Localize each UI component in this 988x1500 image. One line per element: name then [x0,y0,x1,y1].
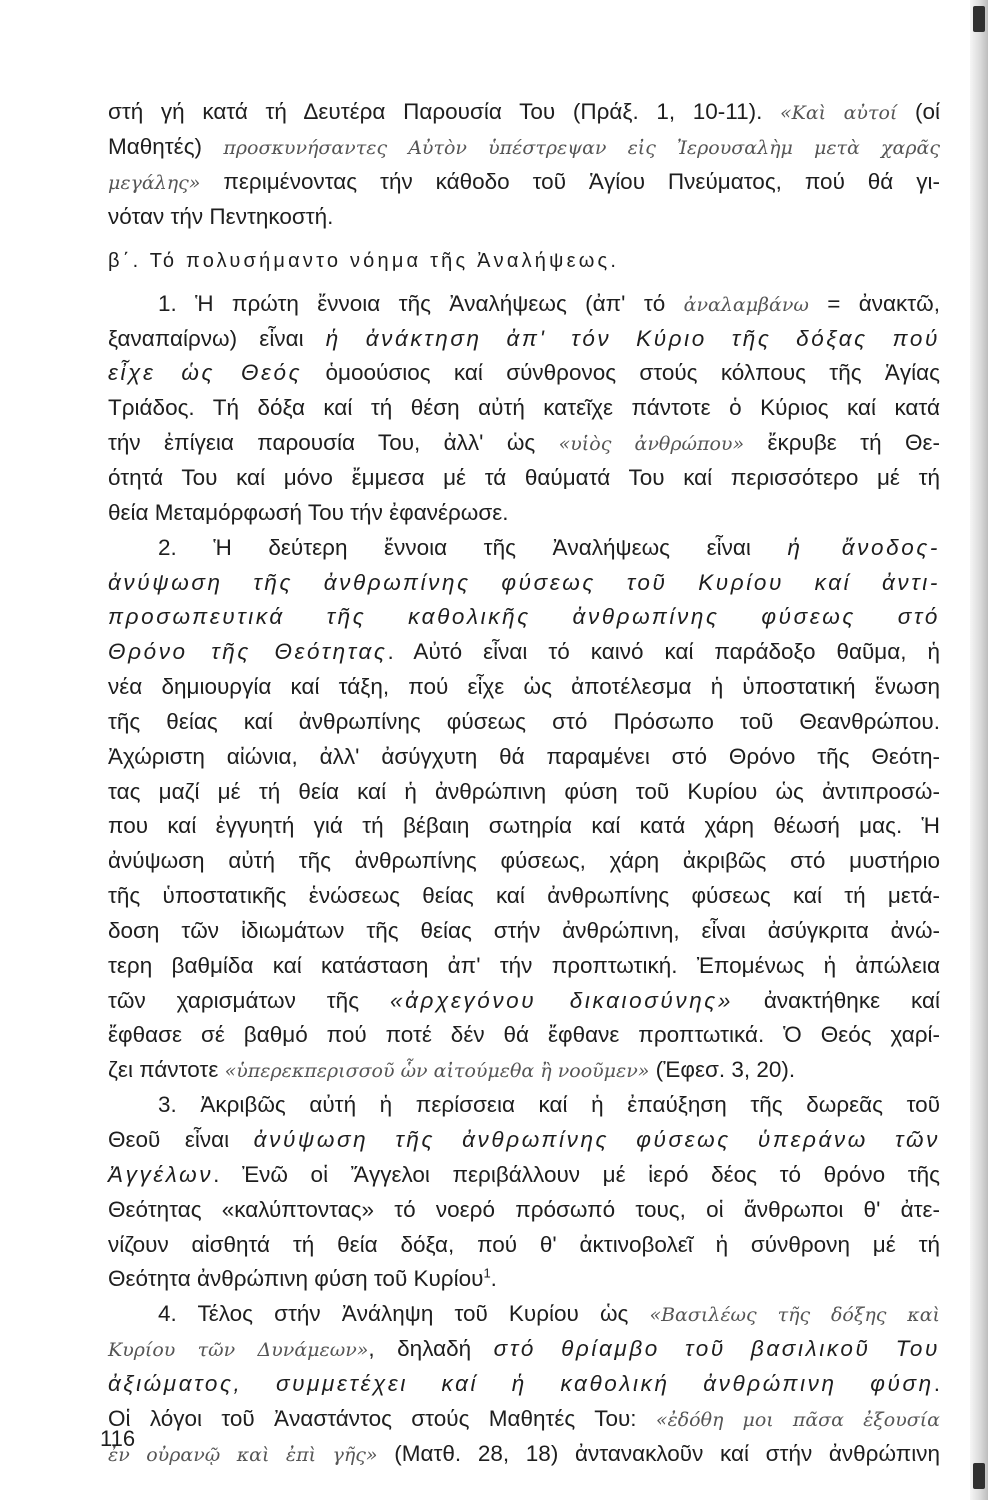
text-line [108,1264,940,1294]
text-line [108,463,940,493]
text-segment: (οί [897,99,941,124]
text-line [108,1369,940,1399]
text-segment: (Ματθ. 28, 18) ἀντανακλοῦν καί στήν ἀνθρώπινη [377,1441,940,1466]
section-heading [108,246,940,276]
text-segment: νίζουν αἰσθητά τή θεία δόξα, πού θ' ἀκτινοβολεῖ ἡ σύνθρονη μέ τή [108,1232,940,1257]
text-segment: δοση τῶν ἰδιωμάτων τῆς θείας στήν ἀνθρώπινη, εἶναι ἀσύγκριτα ἀνώ- [108,918,940,943]
text-line [108,742,940,772]
text-segment: 2. Ἡ δεύτερη ἔννοια τῆς Ἀναλήψεως εἶναι [158,535,788,560]
text-line [108,358,940,388]
text-line [158,1090,940,1120]
text-segment: που καί ἐγγυητή γιά τή βέβαιη σωτηρία καί κατά χάρη θέωσή μας. Ἡ [108,813,940,838]
text-segment: ἀνακτήθηκε καί [732,988,940,1013]
text-segment: . [490,1266,497,1291]
text-segment: τῆς θείας καί ἀνθρωπίνης φύσεως στό Πρόσωπο τοῦ Θεανθρώπου. [108,709,940,734]
text-line [108,846,940,876]
text-segment: . Ἐνῶ οἱ Ἄγγελοι περιβάλλουν μέ ἱερό δέος τό θρόνο τῆς [213,1162,940,1187]
text-segment: νέα δημιουργία καί τάξη, πού εἶχε ὡς ἀποτέλεσμα ἡ ὑποστατική ἕνωση [108,674,940,699]
text-line [108,97,940,127]
text-segment: «υἱὸς ἀνθρώπου» [558,433,745,455]
text-line [108,707,940,737]
text-line [108,881,940,911]
text-segment: (Ἐφεσ. 3, 20). [649,1057,796,1082]
text-line [108,1020,940,1050]
text-line [108,1404,940,1434]
text-line [108,132,940,162]
text-segment: Θρόνο τῆς Θεότητας [108,639,388,664]
text-line [108,1230,940,1260]
text-segment: θεία Μεταμόρφωσή Του τήν ἐφανέρωσε. [108,500,509,525]
text-segment: ἀνύψωση τῆς ἀνθρωπίνης φύσεως τοῦ Κυρίου καί ἀντι- [108,570,940,595]
text-segment: ἀξιώματος, συμμετέχει καί ἡ καθολική ἀνθρώπινη φύση [108,1371,934,1396]
text-segment: Οἱ λόγοι τοῦ Ἀναστάντος στούς Μαθητές Του: [108,1406,656,1431]
text-segment: ὁμοούσιος καί σύνθρονος στούς κόλπους τῆς Ἁγίας [302,360,940,385]
text-segment: στή γή κατά τή Δευτέρα Παρουσία Του (Πράξ. 1, 10-11). [108,99,781,124]
text-segment: «Βασιλέως τῆς δόξης καὶ [649,1304,940,1326]
text-line [158,533,940,563]
text-line [108,167,940,197]
text-segment: Θεότητας «καλύπτοντας» τό νοερό πρόσωπό τους, οἱ ἄνθρωποι θ' ἀτε- [108,1197,940,1222]
text-line [108,1334,940,1364]
text-segment: «ἐδόθη μοι πᾶσα ἐξουσία [655,1409,940,1431]
text-segment: 3. Ἀκριβῶς αὐτή ἡ περίσσεια καί ἡ ἐπαύξηση τῆς δωρεᾶς τοῦ [158,1092,940,1117]
text-line [108,1125,940,1155]
text-line [108,428,940,458]
text-segment: ἡ ἀνάκτηση ἀπ' τόν Κύριο τῆς δόξας πού [325,326,940,351]
text-line [158,289,940,319]
text-segment: . [933,1371,940,1396]
text-line [108,393,940,423]
text-line [108,986,940,1016]
text-segment: Ἀχώριστη αἰώνια, ἀλλ' ἀσύγχυτη θά παραμένει στό Θρόνο τῆς Θεότη- [108,744,940,769]
text-segment: ἀνύψωση τῆς ἀνθρωπίνης φύσεως ὑπεράνω τῶν [253,1127,940,1152]
text-line [108,916,940,946]
text-segment: Ἀγγέλων [108,1162,214,1187]
text-line [108,1195,940,1225]
text-segment: νόταν τήν Πεντηκοστή. [108,204,334,229]
text-segment: Θεοῦ εἶναι [108,1127,254,1152]
text-line [158,1299,940,1329]
text-line [108,951,940,981]
text-segment: Μαθητές) [108,134,224,159]
text-segment: ότητά Του καί μόνο ἔμμεσα μέ τά θαύματά Του καί περισσότερο μέ τή [108,465,940,490]
text-line [108,202,940,232]
text-segment: β΄. Τό πολυσήμαντο νόημα τῆς Ἀναλήψεως. [108,250,620,272]
text-segment: 1 [483,1265,491,1281]
text-segment: προσκυνήσαντες Αὐτὸν ὑπέστρεψαν εἰς Ἰερουσαλὴμ μετὰ χαρᾶς [223,137,940,159]
text-segment: 1. Ἡ πρώτη ἔννοια τῆς Ἀναλήψεως (ἀπ' τό [158,291,684,316]
text-segment: τῶν χαρισμάτων τῆς [108,988,390,1013]
text-segment: ἀναλαμβάνω [683,294,809,316]
text-segment: τήν ἐπίγεια παρουσία Του, ἀλλ' ὡς [108,430,559,455]
text-line [108,324,940,354]
text-segment: , δηλαδή [368,1336,494,1361]
text-segment: προσωπευτικά τῆς καθολικῆς ἀνθρωπίνης φύσεως στό [108,604,940,629]
text-segment: εἶχε ὡς Θεός [108,360,303,385]
text-segment: Θεότητα ἀνθρώπινη φύση τοῦ Κυρίου [108,1266,484,1291]
text-segment: περιμένοντας τήν κάθοδο τοῦ Ἁγίου Πνεύματος, πού θά γι- [200,169,940,194]
text-line [108,602,940,632]
text-segment: «ἀρχεγόνου δικαιοσύνης» [389,988,733,1013]
text-segment: ἀνύψωση αὐτή τῆς ἀνθρωπίνης φύσεως, χάρη ἀκριβῶς στό μυστήριο [108,848,940,873]
text-segment: στό θρίαμβο τοῦ βασιλικοῦ Του [493,1336,940,1361]
text-line [108,777,940,807]
text-segment: = ἀνακτῶ, [808,291,940,316]
text-segment: . Αὐτό εἶναι τό καινό καί παράδοξο θαῦμα, ἡ [387,639,940,664]
text-line [108,1160,940,1190]
text-line [108,811,940,841]
text-segment: ἡ ἄνοδος- [787,535,940,560]
text-segment: τερη βαθμίδα καί κατάσταση ἀπ' τήν προπτωτική. Ἐπομένως ἡ ἀπώλεια [108,953,940,978]
text-segment: μεγάλης» [108,172,201,194]
text-segment: ἔφθασε σέ βαθμό πού ποτέ δέν θά ἔφθανε προπτωτικά. Ὁ Θεός χαρί- [108,1022,940,1047]
text-segment: ζει πάντοτε [108,1057,225,1082]
text-line [108,637,940,667]
text-segment: 4. Τέλος στήν Ἀνάληψη τοῦ Κυρίου ὡς [158,1301,650,1326]
text-line [108,672,940,702]
text-segment: Τριάδος. Τή δόξα καί τή θέση αὐτή κατεῖχε πάντοτε ὁ Κύριος καί κατά [108,395,940,420]
text-line [108,1055,940,1085]
text-line [108,1439,940,1469]
text-segment: ἔκρυβε τή Θε- [744,430,940,455]
text-segment: «Καὶ αὐτοί [780,102,898,124]
text-segment: τας μαζί μέ τή θεία καί ἡ ἀνθρώπινη φύση τοῦ Κυρίου ὡς ἀντιπροσώ- [108,779,940,804]
text-segment: τῆς ὑποστατικῆς ἑνώσεως θείας καί ἀνθρωπίνης φύσεως καί τή μετά- [108,883,940,908]
page-number: 116 [100,1426,136,1451]
text-segment: «ὑπερεκπερισσοῦ ὧν αἰτούμεθα ἢ νοοῦμεν» [224,1060,650,1082]
text-line [108,498,940,528]
text-line [108,568,940,598]
text-segment: ἐν οὐρανῷ καὶ ἐπὶ γῆς» [108,1444,378,1466]
text-segment: ξαναπαίρνω) εἶναι [108,326,326,351]
text-segment: Κυρίου τῶν Δυνάμεων» [108,1339,369,1361]
